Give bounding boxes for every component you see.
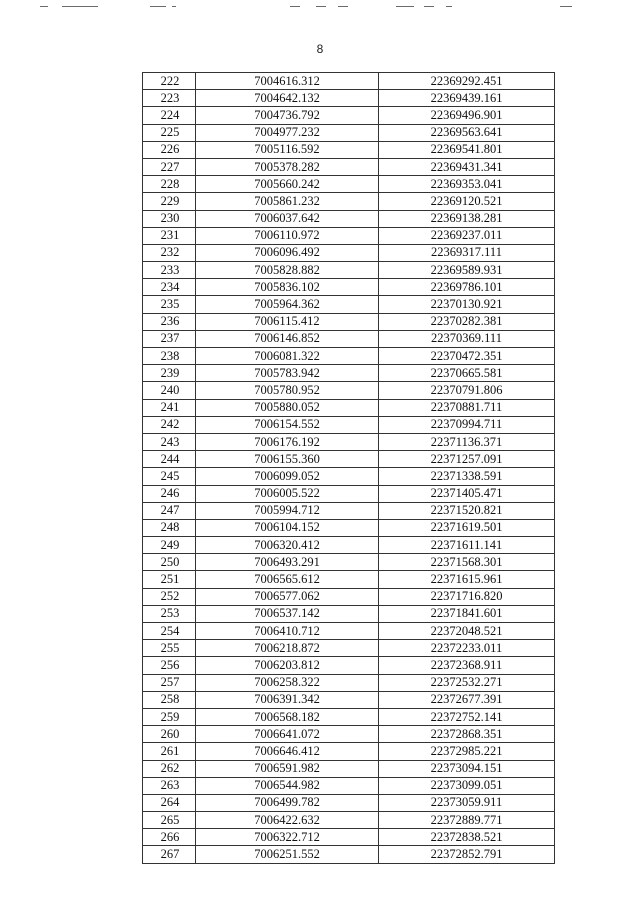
table-row — [143, 296, 555, 313]
x-coordinate-cell: 7006591.982 — [196, 760, 379, 777]
table-row — [143, 588, 555, 605]
table-row — [143, 502, 555, 519]
point-number-cell: 231 — [143, 227, 196, 244]
table-row — [143, 777, 555, 794]
x-coordinate-cell: 7005378.282 — [196, 158, 379, 175]
table-row — [143, 348, 555, 365]
y-coordinate-cell: 22371841.601 — [379, 605, 555, 622]
x-coordinate-cell: 7005994.712 — [196, 502, 379, 519]
x-coordinate-cell: 7006641.072 — [196, 726, 379, 743]
x-coordinate-cell: 7006322.712 — [196, 829, 379, 846]
y-coordinate-cell: 22372868.351 — [379, 726, 555, 743]
point-number-cell: 253 — [143, 605, 196, 622]
table-row — [143, 330, 555, 347]
point-number-cell: 224 — [143, 107, 196, 124]
y-coordinate-cell: 22369292.451 — [379, 73, 555, 90]
y-coordinate-cell: 22369563.641 — [379, 124, 555, 141]
table-row — [143, 279, 555, 296]
point-number-cell: 229 — [143, 193, 196, 210]
x-coordinate-cell: 7004616.312 — [196, 73, 379, 90]
x-coordinate-cell: 7006154.552 — [196, 416, 379, 433]
y-coordinate-cell: 22369439.161 — [379, 90, 555, 107]
table-row — [143, 416, 555, 433]
table-row — [143, 726, 555, 743]
y-coordinate-cell: 22371136.371 — [379, 433, 555, 450]
point-number-cell: 254 — [143, 623, 196, 640]
point-number-cell: 267 — [143, 846, 196, 863]
point-number-cell: 232 — [143, 244, 196, 261]
y-coordinate-cell: 22369353.041 — [379, 176, 555, 193]
point-number-cell: 257 — [143, 674, 196, 691]
point-number-cell: 228 — [143, 176, 196, 193]
x-coordinate-cell: 7006565.612 — [196, 571, 379, 588]
point-number-cell: 223 — [143, 90, 196, 107]
x-coordinate-cell: 7005780.952 — [196, 382, 379, 399]
x-coordinate-cell: 7006104.152 — [196, 519, 379, 536]
x-coordinate-cell: 7006115.412 — [196, 313, 379, 330]
y-coordinate-cell: 22372048.521 — [379, 623, 555, 640]
point-number-cell: 251 — [143, 571, 196, 588]
point-number-cell: 245 — [143, 468, 196, 485]
table-row — [143, 657, 555, 674]
point-number-cell: 248 — [143, 519, 196, 536]
table-row — [143, 571, 555, 588]
point-number-cell: 240 — [143, 382, 196, 399]
x-coordinate-cell: 7006155.360 — [196, 451, 379, 468]
y-coordinate-cell: 22369496.901 — [379, 107, 555, 124]
y-coordinate-cell: 22372233.011 — [379, 640, 555, 657]
point-number-cell: 260 — [143, 726, 196, 743]
table-row — [143, 193, 555, 210]
y-coordinate-cell: 22371405.471 — [379, 485, 555, 502]
table-row — [143, 227, 555, 244]
table-row — [143, 399, 555, 416]
y-coordinate-cell: 22371716.820 — [379, 588, 555, 605]
table-row — [143, 640, 555, 657]
point-number-cell: 238 — [143, 348, 196, 365]
y-coordinate-cell: 22370791.806 — [379, 382, 555, 399]
point-number-cell: 235 — [143, 296, 196, 313]
y-coordinate-cell: 22372752.141 — [379, 708, 555, 725]
x-coordinate-cell: 7005783.942 — [196, 365, 379, 382]
x-coordinate-cell: 7006251.552 — [196, 846, 379, 863]
table-row — [143, 485, 555, 502]
x-coordinate-cell: 7006005.522 — [196, 485, 379, 502]
x-coordinate-cell: 7006499.782 — [196, 794, 379, 811]
point-number-cell: 222 — [143, 73, 196, 90]
table-row — [143, 554, 555, 571]
y-coordinate-cell: 22372985.221 — [379, 743, 555, 760]
x-coordinate-cell: 7006422.632 — [196, 812, 379, 829]
x-coordinate-cell: 7006037.642 — [196, 210, 379, 227]
y-coordinate-cell: 22373099.051 — [379, 777, 555, 794]
y-coordinate-cell: 22372838.521 — [379, 829, 555, 846]
y-coordinate-cell: 22370665.581 — [379, 365, 555, 382]
table-row — [143, 158, 555, 175]
x-coordinate-cell: 7004736.792 — [196, 107, 379, 124]
table-row — [143, 313, 555, 330]
page-number: 8 — [316, 42, 324, 56]
y-coordinate-cell: 22372852.791 — [379, 846, 555, 863]
table-row — [143, 623, 555, 640]
y-coordinate-cell: 22371520.821 — [379, 502, 555, 519]
table-row — [143, 794, 555, 811]
x-coordinate-cell: 7005964.362 — [196, 296, 379, 313]
coordinates-table — [142, 72, 555, 864]
point-number-cell: 237 — [143, 330, 196, 347]
table-row — [143, 433, 555, 450]
point-number-cell: 243 — [143, 433, 196, 450]
table-row — [143, 107, 555, 124]
point-number-cell: 241 — [143, 399, 196, 416]
x-coordinate-cell: 7006218.872 — [196, 640, 379, 657]
point-number-cell: 259 — [143, 708, 196, 725]
point-number-cell: 264 — [143, 794, 196, 811]
y-coordinate-cell: 22370282.381 — [379, 313, 555, 330]
point-number-cell: 265 — [143, 812, 196, 829]
y-coordinate-cell: 22372889.771 — [379, 812, 555, 829]
x-coordinate-cell: 7006203.812 — [196, 657, 379, 674]
point-number-cell: 255 — [143, 640, 196, 657]
x-coordinate-cell: 7004642.132 — [196, 90, 379, 107]
point-number-cell: 262 — [143, 760, 196, 777]
point-number-cell: 239 — [143, 365, 196, 382]
x-coordinate-cell: 7006176.192 — [196, 433, 379, 450]
point-number-cell: 230 — [143, 210, 196, 227]
y-coordinate-cell: 22369431.341 — [379, 158, 555, 175]
y-coordinate-cell: 22369138.281 — [379, 210, 555, 227]
y-coordinate-cell: 22371338.591 — [379, 468, 555, 485]
table-row — [143, 812, 555, 829]
point-number-cell: 236 — [143, 313, 196, 330]
x-coordinate-cell: 7006577.062 — [196, 588, 379, 605]
point-number-cell: 258 — [143, 691, 196, 708]
y-coordinate-cell: 22370472.351 — [379, 348, 555, 365]
y-coordinate-cell: 22371619.501 — [379, 519, 555, 536]
y-coordinate-cell: 22372532.271 — [379, 674, 555, 691]
table-row — [143, 674, 555, 691]
y-coordinate-cell: 22373094.151 — [379, 760, 555, 777]
point-number-cell: 242 — [143, 416, 196, 433]
y-coordinate-cell: 22369120.521 — [379, 193, 555, 210]
table-row — [143, 846, 555, 863]
table-row — [143, 262, 555, 279]
point-number-cell: 226 — [143, 141, 196, 158]
y-coordinate-cell: 22369589.931 — [379, 262, 555, 279]
x-coordinate-cell: 7006081.322 — [196, 348, 379, 365]
point-number-cell: 250 — [143, 554, 196, 571]
table-row — [143, 708, 555, 725]
x-coordinate-cell: 7006258.322 — [196, 674, 379, 691]
x-coordinate-cell: 7006320.412 — [196, 537, 379, 554]
point-number-cell: 246 — [143, 485, 196, 502]
table-row — [143, 743, 555, 760]
table-row — [143, 73, 555, 90]
y-coordinate-cell: 22370130.921 — [379, 296, 555, 313]
point-number-cell: 227 — [143, 158, 196, 175]
table-row — [143, 519, 555, 536]
y-coordinate-cell: 22370881.711 — [379, 399, 555, 416]
point-number-cell: 244 — [143, 451, 196, 468]
table-row — [143, 382, 555, 399]
y-coordinate-cell: 22372677.391 — [379, 691, 555, 708]
point-number-cell: 225 — [143, 124, 196, 141]
table-row — [143, 141, 555, 158]
x-coordinate-cell: 7005836.102 — [196, 279, 379, 296]
table-row — [143, 176, 555, 193]
x-coordinate-cell: 7006646.412 — [196, 743, 379, 760]
point-number-cell: 249 — [143, 537, 196, 554]
x-coordinate-cell: 7005828.882 — [196, 262, 379, 279]
x-coordinate-cell: 7006568.182 — [196, 708, 379, 725]
table-row — [143, 468, 555, 485]
x-coordinate-cell: 7006544.982 — [196, 777, 379, 794]
point-number-cell: 261 — [143, 743, 196, 760]
table-row — [143, 451, 555, 468]
point-number-cell: 263 — [143, 777, 196, 794]
y-coordinate-cell: 22370369.111 — [379, 330, 555, 347]
point-number-cell: 252 — [143, 588, 196, 605]
point-number-cell: 256 — [143, 657, 196, 674]
x-coordinate-cell: 7005116.592 — [196, 141, 379, 158]
x-coordinate-cell: 7006099.052 — [196, 468, 379, 485]
table-row — [143, 829, 555, 846]
point-number-cell: 233 — [143, 262, 196, 279]
y-coordinate-cell: 22370994.711 — [379, 416, 555, 433]
y-coordinate-cell: 22372368.911 — [379, 657, 555, 674]
x-coordinate-cell: 7006146.852 — [196, 330, 379, 347]
x-coordinate-cell: 7006493.291 — [196, 554, 379, 571]
point-number-cell: 234 — [143, 279, 196, 296]
y-coordinate-cell: 22373059.911 — [379, 794, 555, 811]
table-row — [143, 691, 555, 708]
x-coordinate-cell: 7006110.972 — [196, 227, 379, 244]
y-coordinate-cell: 22369317.111 — [379, 244, 555, 261]
x-coordinate-cell: 7004977.232 — [196, 124, 379, 141]
y-coordinate-cell: 22371257.091 — [379, 451, 555, 468]
x-coordinate-cell: 7005880.052 — [196, 399, 379, 416]
x-coordinate-cell: 7006537.142 — [196, 605, 379, 622]
scan-artifact-marks — [0, 6, 640, 10]
y-coordinate-cell: 22369541.801 — [379, 141, 555, 158]
x-coordinate-cell: 7006391.342 — [196, 691, 379, 708]
table-row — [143, 537, 555, 554]
x-coordinate-cell: 7006096.492 — [196, 244, 379, 261]
y-coordinate-cell: 22371615.961 — [379, 571, 555, 588]
point-number-cell: 266 — [143, 829, 196, 846]
table-row — [143, 244, 555, 261]
table-row — [143, 210, 555, 227]
y-coordinate-cell: 22369237.011 — [379, 227, 555, 244]
table-row — [143, 90, 555, 107]
coordinates-table-body — [143, 73, 555, 864]
table-row — [143, 605, 555, 622]
x-coordinate-cell: 7005660.242 — [196, 176, 379, 193]
y-coordinate-cell: 22371568.301 — [379, 554, 555, 571]
table-row — [143, 124, 555, 141]
y-coordinate-cell: 22369786.101 — [379, 279, 555, 296]
x-coordinate-cell: 7005861.232 — [196, 193, 379, 210]
table-row — [143, 760, 555, 777]
point-number-cell: 247 — [143, 502, 196, 519]
table-row — [143, 365, 555, 382]
x-coordinate-cell: 7006410.712 — [196, 623, 379, 640]
y-coordinate-cell: 22371611.141 — [379, 537, 555, 554]
